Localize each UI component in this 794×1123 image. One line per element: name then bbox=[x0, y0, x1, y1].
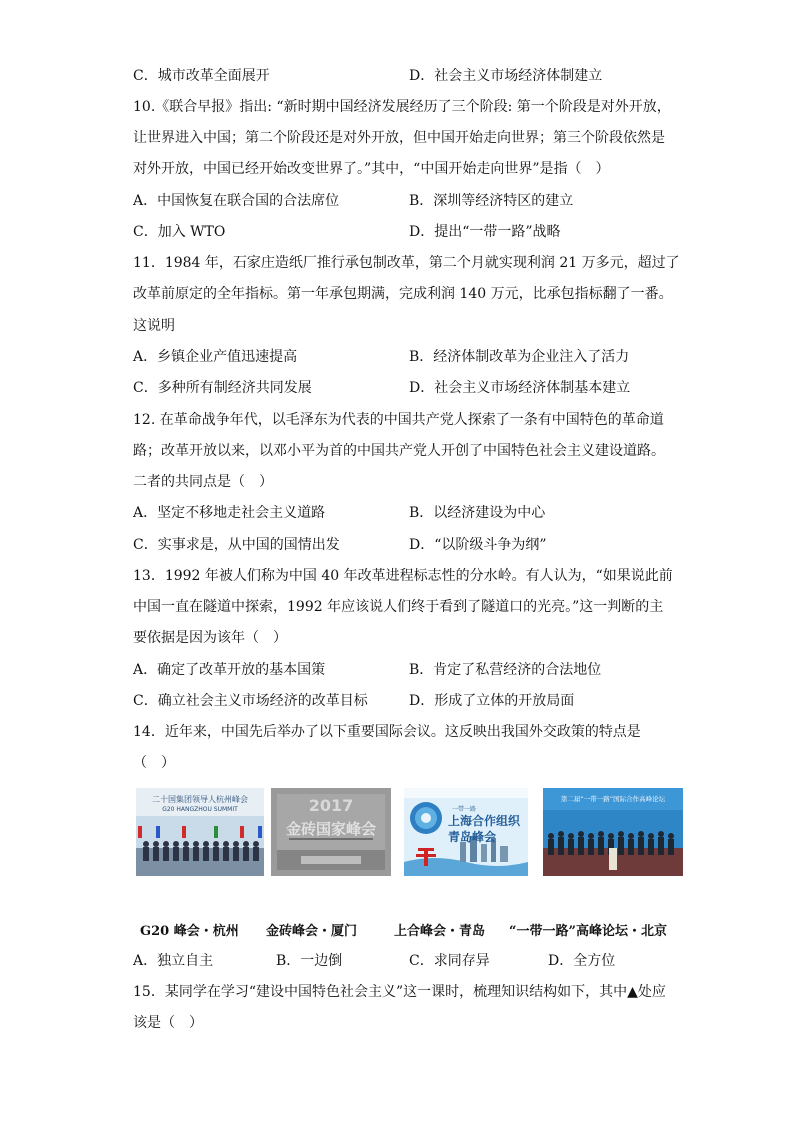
q10-options-cd bbox=[133, 222, 693, 242]
q12-option-a: A．坚定不移地走社会主义道路 bbox=[133, 505, 326, 521]
sco-title-line-2: 青岛峰会 bbox=[448, 830, 497, 844]
q10-option-c: C．加入 WTO bbox=[133, 224, 226, 240]
q14-stem-line-1: 14．近年来，中国先后举办了以下重要国际会议。这反映出我国外交政策的特点是 bbox=[133, 724, 641, 740]
q14-options bbox=[133, 951, 693, 971]
q11-stem-line-2: 改革前原定的全年指标。第一年承包期满，完成利润 140 万元，比承包指标翻了一番。 bbox=[133, 286, 673, 302]
q13-options-ab bbox=[133, 660, 693, 680]
q11-stem-line-3: 这说明 bbox=[133, 318, 175, 334]
brics-title: 金砖国家峰会 bbox=[285, 820, 376, 838]
q11-option-c: C．多种所有制经济共同发展 bbox=[133, 380, 312, 396]
caption-brics: 金砖峰会・厦门 bbox=[266, 924, 358, 939]
sco-title-line-1: 上海合作组织 bbox=[448, 814, 521, 828]
q14-stem-line-2: （ ） bbox=[133, 755, 175, 771]
q9-options-cd bbox=[133, 66, 693, 86]
q13-stem-line-1: 13．1992 年被人们称为中国 40 年改革进程标志性的分水岭。有人认为，“如果说此前 bbox=[133, 568, 673, 584]
q12-option-b: B．以经济建设为中心 bbox=[409, 505, 546, 521]
q11-stem-line-1: 11．1984 年，石家庄造纸厂推行承包制改革，第二个月就实现利润 21 万多元，超过了 bbox=[133, 255, 680, 271]
q10-stem-line-2: 让世界进入中国；第二个阶段还是对外开放，但中国开始走向世界；第三个阶段依然是 bbox=[133, 130, 665, 146]
q15-stem-line-1: 15．某同学在学习“建设中国特色社会主义”这一课时，梳理知识结构如下，其中▲处应 bbox=[133, 984, 666, 1000]
q9-option-d: D．社会主义市场经济体制建立 bbox=[409, 68, 603, 84]
q11-option-a: A．乡镇企业产值迅速提高 bbox=[133, 349, 298, 365]
g20-summit-photo bbox=[136, 788, 264, 876]
caption-belt-road: “一带一路”高峰论坛・北京 bbox=[509, 924, 667, 939]
q12-stem-line-2: 路；改革开放以来，以邓小平为首的中国共产党人开创了中国特色社会主义建设道路。 bbox=[133, 443, 665, 459]
brics-summit-photo bbox=[271, 788, 391, 876]
q12-options-ab bbox=[133, 503, 693, 523]
q14-option-c: C．求同存异 bbox=[409, 953, 490, 969]
sco-header-text: 一带一路 bbox=[452, 806, 477, 813]
q13-option-c: C．确立社会主义市场经济的改革目标 bbox=[133, 693, 368, 709]
q13-option-b: B．肯定了私营经济的合法地位 bbox=[409, 662, 602, 678]
q14-option-b: B．一边倒 bbox=[276, 953, 343, 969]
q11-option-d: D．社会主义市场经济体制基本建立 bbox=[409, 380, 631, 396]
q10-option-a: A．中国恢复在联合国的合法席位 bbox=[133, 193, 340, 209]
q15-stem-line-2: 该是（ ） bbox=[133, 1015, 203, 1031]
q11-option-b: B．经济体制改革为企业注入了活力 bbox=[409, 349, 630, 365]
q11-options-cd bbox=[133, 378, 693, 398]
caption-g20: G20 峰会・杭州 bbox=[140, 924, 239, 939]
sco-summit-poster bbox=[404, 788, 528, 876]
caption-sco: 上合峰会・青岛 bbox=[394, 924, 486, 939]
q13-option-d: D．形成了立体的开放局面 bbox=[409, 693, 575, 709]
q12-option-c: C．实事求是，从中国的国情出发 bbox=[133, 537, 340, 553]
q13-option-a: A．确定了改革开放的基本国策 bbox=[133, 662, 326, 678]
g20-banner-title: 二十国集团领导人杭州峰会 bbox=[152, 795, 248, 804]
q10-options-ab bbox=[133, 191, 693, 211]
q12-options-cd bbox=[133, 535, 693, 555]
q11-options-ab bbox=[133, 347, 693, 367]
q10-stem-line-1: 10.《联合早报》指出: “新时期中国经济发展经历了三个阶段: 第一个阶段是对外开放， bbox=[133, 99, 671, 115]
q14-option-d: D．全方位 bbox=[548, 953, 616, 969]
belt-road-banner: 第二届“一带一路”国际合作高峰论坛 bbox=[560, 795, 666, 803]
q13-stem-line-3: 要依据是因为该年（ ） bbox=[133, 630, 287, 646]
q14-option-a: A．独立自主 bbox=[133, 953, 214, 969]
q10-option-b: B．深圳等经济特区的建立 bbox=[409, 193, 574, 209]
q10-option-d: D．提出“一带一路”战略 bbox=[409, 224, 561, 240]
q9-option-c: C．城市改革全面展开 bbox=[133, 68, 270, 84]
belt-road-forum-photo bbox=[543, 788, 683, 876]
brics-year: 2017 bbox=[308, 796, 354, 815]
q10-stem-line-3: 对外开放，中国已经开始改变世界了。”其中，“中国开始走向世界”是指（ ） bbox=[133, 161, 610, 177]
g20-banner-subtitle: G20 HANGZHOU SUMMIT bbox=[162, 806, 238, 813]
q12-stem-line-3: 二者的共同点是（ ） bbox=[133, 474, 273, 490]
q13-options-cd bbox=[133, 691, 693, 711]
q12-option-d: D．“以阶级斗争为纲” bbox=[409, 537, 547, 553]
q12-stem-line-1: 12. 在革命战争年代，以毛泽东为代表的中国共产党人探索了一条有中国特色的革命道 bbox=[133, 412, 664, 428]
q13-stem-line-2: 中国一直在隧道中探索，1992 年应该说人们终于看到了隧道口的光亮。”这一判断的主 bbox=[133, 599, 664, 615]
